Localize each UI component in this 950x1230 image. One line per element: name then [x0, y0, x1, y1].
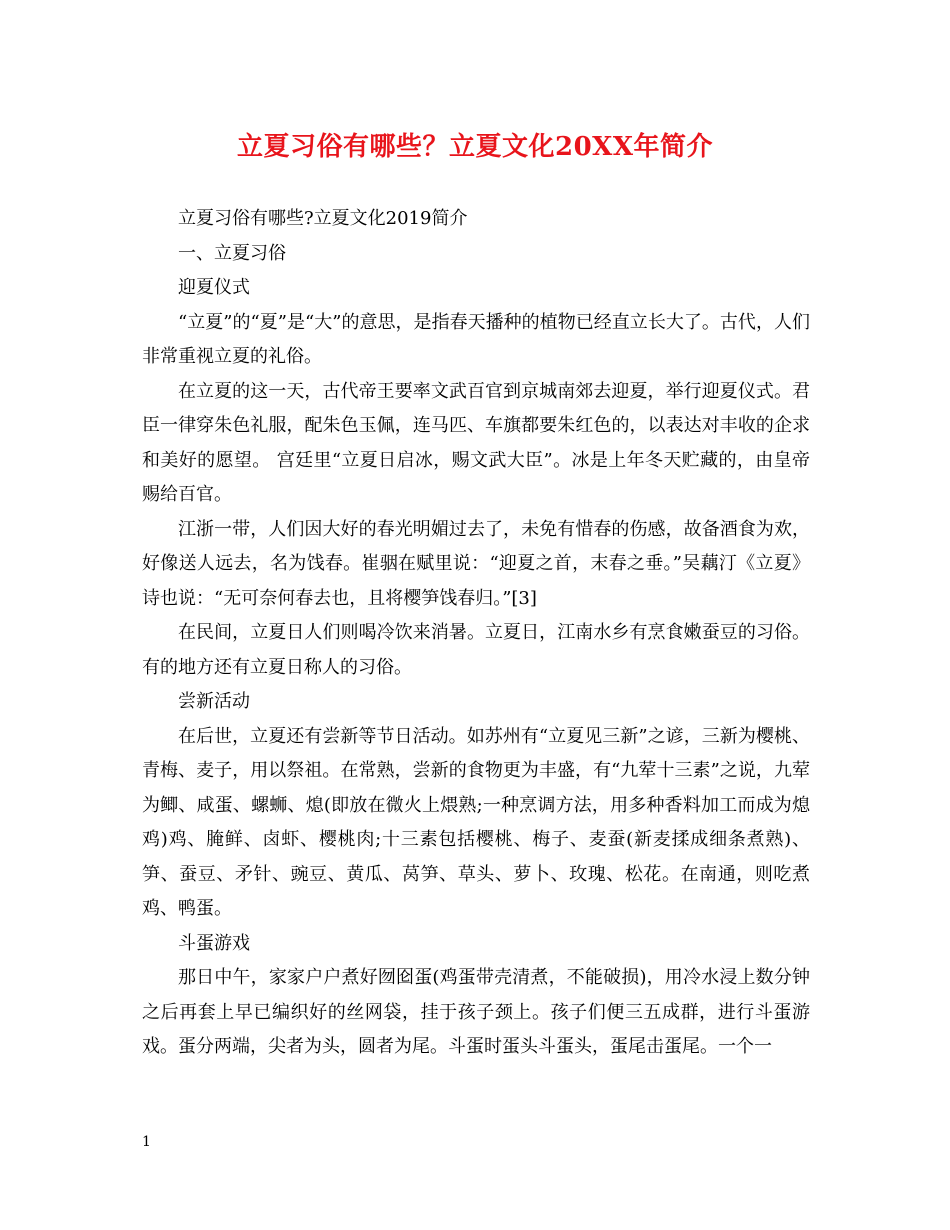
- paragraph-subtitle: 立夏习俗有哪些?立夏文化2019简介: [178, 208, 468, 229]
- subsection-heading: 尝新活动: [178, 691, 250, 712]
- paragraph: 江浙一带，人们因大好的春光明媚过去了，未免有惜春的伤感，故备酒食为欢，好像送人远去，名为饯春。崔骃在赋里说：“迎夏之首，末春之垂。”吴藕汀《立夏》诗也说：“无可奈何春去也，且将樱笋饯春归。”[3]: [142, 518, 810, 609]
- subsection-heading: 斗蛋游戏: [178, 932, 250, 954]
- paragraph: “立夏”的“夏”是“大”的意思，是指春天播种的植物已经直立长大了。古代，人们非常重视立夏的礼俗。: [142, 311, 810, 367]
- paragraph: 在民间，立夏日人们则喝冷饮来消暑。立夏日，江南水乡有烹食嫩蚕豆的习俗。有的地方还有立夏日称人的习俗。: [142, 622, 810, 678]
- document-body: [142, 202, 810, 1065]
- paragraph: 那日中午，家家户户煮好囫囵蛋(鸡蛋带壳清煮，不能破损)，用冷水浸上数分钟之后再套上早已编织好的丝网袋，挂于孩子颈上。孩子们便三五成群，进行斗蛋游戏。蛋分两端，尖者为头，圆者为尾。斗蛋时蛋头斗蛋头，蛋尾击蛋尾。一个一: [142, 967, 810, 1057]
- section-heading: 一、立夏习俗: [178, 242, 286, 264]
- paragraph: 在立夏的这一天，古代帝王要率文武百官到京城南郊去迎夏，举行迎夏仪式。君臣一律穿朱色礼服，配朱色玉佩，连马匹、车旗都要朱红色的，以表达对丰收的企求和美好的愿望。 宫廷里“立夏日启冰，赐文武大臣”。冰是上年冬天贮藏的，由皇帝赐给百官。: [142, 380, 810, 505]
- paragraph: 在后世，立夏还有尝新等节日活动。如苏州有“立夏见三新”之谚，三新为樱桃、青梅、麦子，用以祭祖。在常熟，尝新的食物更为丰盛，有“九荤十三素”之说，九荤为鲫、咸蛋、螺蛳、熄(即放在微火上煨熟;一种烹调方法，用多种香料加工而成为熄鸡)鸡、腌鲜、卤虾、樱桃肉;十三素包括樱桃、梅子、麦蚕(新麦揉成细条煮熟)、笋、蚕豆、矛针、豌豆、黄瓜、莴笋、草头、萝卜、玫瑰、松花。在南通，则吃煮鸡、鸭蛋。: [142, 725, 810, 919]
- document-title: 立夏习俗有哪些？立夏文化20XX年简介: [236, 132, 714, 162]
- subsection-heading: 迎夏仪式: [178, 277, 250, 298]
- page-number: 1: [142, 1134, 151, 1150]
